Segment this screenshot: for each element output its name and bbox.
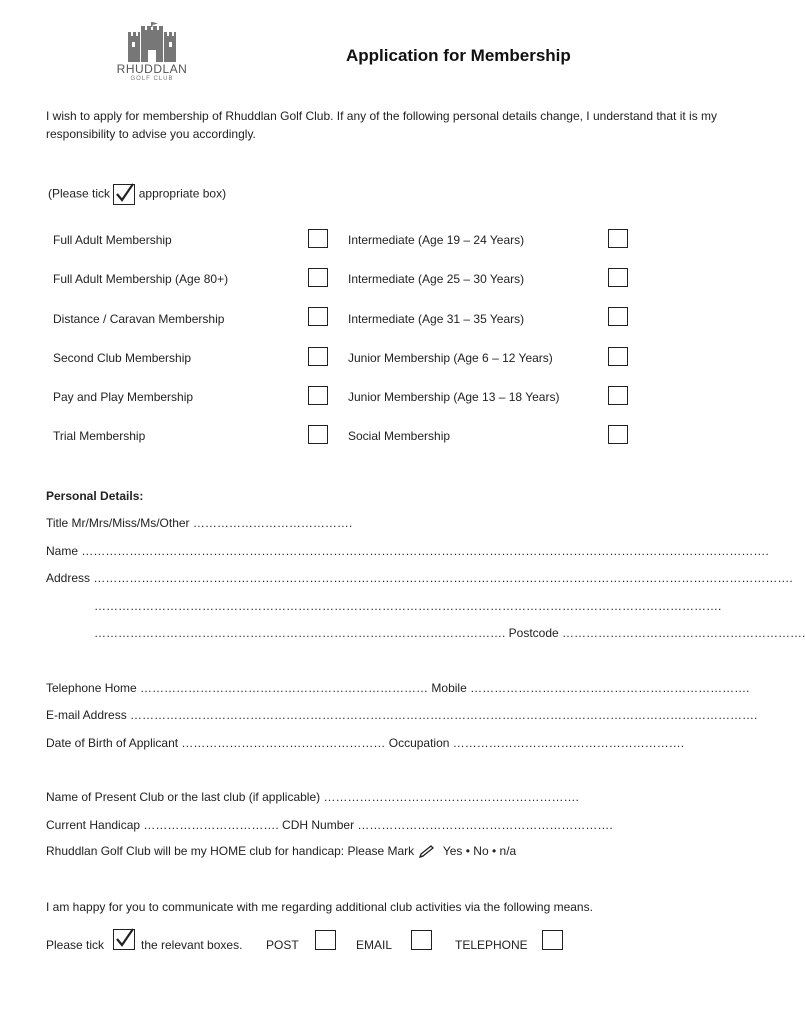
membership-option-junior-13-18: Junior Membership (Age 13 – 18 Years)	[348, 390, 560, 404]
checkbox-junior-6-12[interactable]	[608, 347, 628, 366]
pencil-icon	[418, 845, 436, 859]
membership-option-second-club: Second Club Membership	[53, 351, 192, 365]
membership-option-intermediate-19-24: Intermediate (Age 19 – 24 Years)	[348, 233, 525, 247]
tick-instruction	[48, 184, 226, 205]
tick-example-icon	[113, 184, 135, 205]
tick-instruction-before: (Please tick	[48, 186, 111, 201]
checkbox-intermediate-31-35[interactable]	[608, 307, 628, 326]
checkbox-intermediate-19-24[interactable]	[608, 229, 628, 248]
page-title: Application for Membership	[346, 46, 571, 65]
intro-statement: I wish to apply for membership of Rhuddlan Golf Club. If any of the following personal details change, I understand that it is my responsibility to advise you accordingly.	[46, 109, 718, 141]
castle-icon	[124, 22, 180, 62]
membership-option-intermediate-25-30: Intermediate (Age 25 – 30 Years)	[348, 272, 525, 286]
tick-example-icon-2	[113, 929, 135, 950]
present-club-field[interactable]: Name of Present Club or the last club (if applicable) ……………………………………………………….	[46, 790, 579, 804]
membership-option-junior-6-12: Junior Membership (Age 6 – 12 Years)	[348, 351, 553, 365]
checkbox-trial[interactable]	[308, 425, 328, 444]
home-club-question	[46, 844, 516, 859]
home-club-text: Rhuddlan Golf Club will be my HOME club for handicap: Please Mark	[46, 844, 415, 858]
checkbox-post[interactable]	[315, 930, 336, 950]
checkbox-intermediate-25-30[interactable]	[608, 268, 628, 287]
membership-option-full-adult-80: Full Adult Membership (Age 80+)	[53, 272, 229, 286]
email-field[interactable]: E-mail Address ………………………………………………………………………………………………………………………………………….	[46, 708, 758, 722]
address-postcode-field[interactable]: …………………………………………………………………………………………. Postcode …………………………………………………….	[94, 626, 805, 640]
checkbox-distance-caravan[interactable]	[308, 307, 328, 326]
relevant-boxes-label: the relevant boxes.	[141, 938, 243, 952]
checkbox-social[interactable]	[608, 425, 628, 444]
checkbox-email[interactable]	[411, 930, 432, 950]
logo-club-subtitle: GOLF CLUB	[130, 76, 174, 82]
email-option-label: EMAIL	[356, 938, 393, 952]
checkbox-junior-13-18[interactable]	[608, 386, 628, 405]
membership-option-social: Social Membership	[348, 429, 451, 443]
membership-option-intermediate-31-35: Intermediate (Age 31 – 35 Years)	[348, 312, 525, 326]
checkbox-full-adult[interactable]	[308, 229, 328, 248]
logo-club-name: RHUDDLAN	[116, 62, 188, 76]
club-logo	[106, 22, 198, 88]
checkbox-second-club[interactable]	[308, 347, 328, 366]
personal-details-heading: Personal Details:	[46, 489, 144, 503]
telephone-mobile-field[interactable]: Telephone Home ……………………………………………………………… Mobile …………………………………………………………….	[46, 681, 750, 695]
membership-option-pay-and-play: Pay and Play Membership	[53, 390, 194, 404]
membership-option-full-adult: Full Adult Membership	[53, 233, 172, 247]
address-field-line-1[interactable]: Address ………………………………………………………………………………………………………………………………………………………….	[46, 571, 793, 585]
name-field[interactable]: Name ……………………………………………………………………………………………………………………………………………………….	[46, 544, 769, 558]
please-tick-label: Please tick	[46, 938, 105, 952]
tick-instruction-after: appropriate box)	[138, 186, 227, 201]
membership-option-trial: Trial Membership	[53, 429, 146, 443]
checkbox-pay-and-play[interactable]	[308, 386, 328, 405]
checkbox-telephone[interactable]	[542, 930, 563, 950]
telephone-option-label: TELEPHONE	[455, 938, 528, 952]
checkbox-full-adult-80[interactable]	[308, 268, 328, 287]
handicap-cdh-field[interactable]: Current Handicap ……………………………. CDH Number ……………………………………………………….	[46, 818, 613, 832]
home-club-options[interactable]: Yes • No • n/a	[442, 844, 517, 858]
title-field[interactable]: Title Mr/Mrs/Miss/Ms/Other ………………………………….	[46, 516, 353, 530]
address-field-line-2[interactable]: ………………………………………………………………………………………………………………………………………….	[94, 599, 722, 613]
post-option-label: POST	[266, 938, 299, 952]
communication-statement: I am happy for you to communicate with me regarding additional club activities via the following means.	[46, 900, 593, 914]
dob-occupation-field[interactable]: Date of Birth of Applicant …………………………………………… Occupation ………………………………………………….	[46, 736, 685, 750]
membership-option-distance-caravan: Distance / Caravan Membership	[53, 312, 225, 326]
